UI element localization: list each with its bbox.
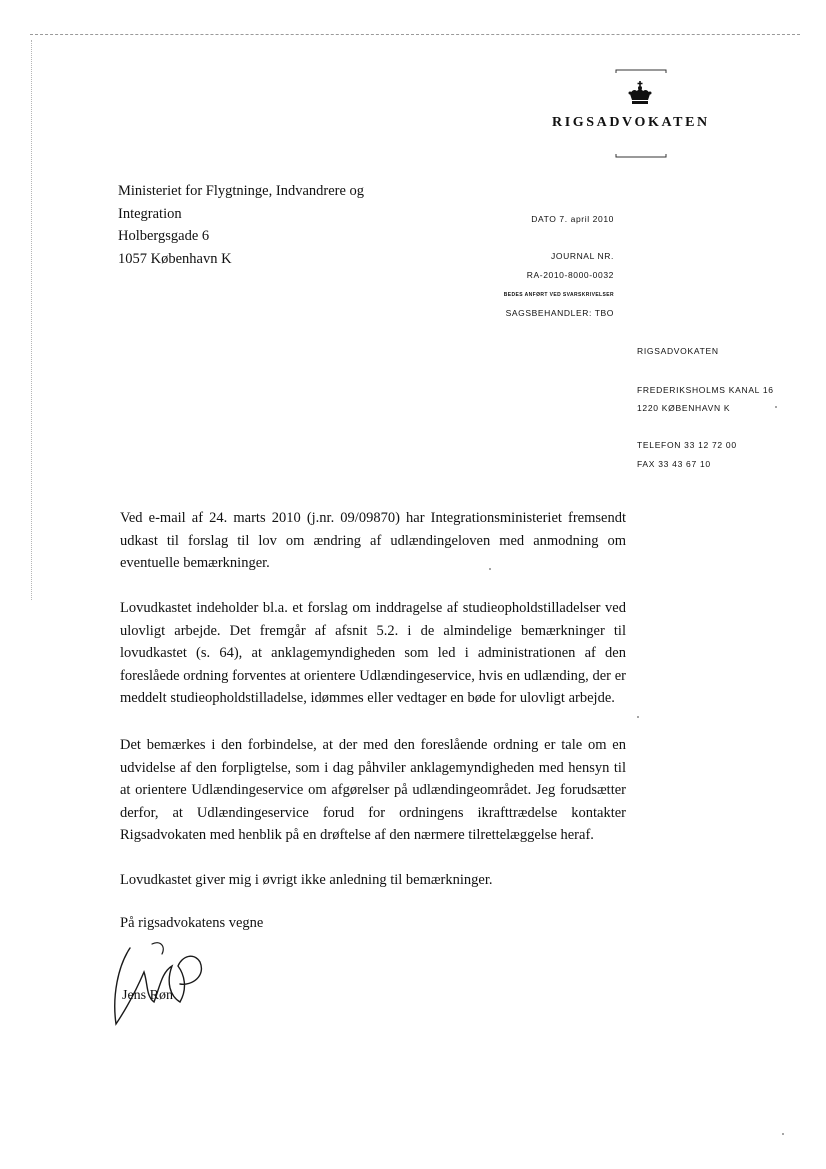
letterhead-rule-bottom [615,153,667,159]
recipient-line: Ministeriet for Flygtninge, Indvandrere og [118,183,365,199]
body-paragraph: Lovudkastet indeholder bl.a. et forslag om inddragelse af studieopholdstilladelser ved ulovligt arbejde. Det fremgår af afsnit 5.2. i de almindelige bemærkninger til lovudkastet (s. 64), at anklagemyndigheden som led i administrationen af den foreslåede ordning forventes at orientere Udlændingeservice, hvis en udlænding, der er meddelt studieopholdstilladelse, idømmes eller vedtager en bøde for ulovligt arbejde. [120,600,626,707]
crown-icon [627,80,653,108]
body-paragraph: Ved e-mail af 24. marts 2010 (j.nr. 09/09870) har Integrationsministeriet fremsendt udkast til forslag til lov om ændring af udlændingeloven med anmodning om eventuelle bemærkninger. [120,510,626,572]
sender-phone: TELEFON 33 12 72 00 [637,440,737,450]
handwritten-signature [108,936,218,1028]
letter-date: DATO 7. april 2010 [531,214,614,224]
scan-speck [489,568,491,570]
case-officer: SAGSBEHANDLER: TBO [505,308,614,318]
scan-border-left [31,40,33,600]
journal-number: RA-2010-8000-0032 [526,270,614,280]
recipient-line: 1057 København K [118,251,232,268]
sender-street: FREDERIKSHOLMS KANAL 16 [637,385,774,395]
sender-fax: FAX 33 43 67 10 [637,459,711,469]
sender-city: 1220 KØBENHAVN K [637,403,731,413]
recipient-address [118,180,418,271]
scan-speck [775,406,777,408]
signer-name: Jens Røn [122,988,173,1003]
letterhead-title: RIGSADVOKATEN [552,115,710,130]
letterhead-rule-top [615,69,667,75]
scan-border-top [30,34,800,36]
scan-speck [782,1133,784,1135]
closing-line: På rigsadvokatens vegne [120,915,264,931]
recipient-line: Holbergsgade 6 [118,228,210,245]
sender-name: RIGSADVOKATEN [637,346,719,356]
recipient-line: Integration [118,205,182,222]
journal-label: JOURNAL NR. [551,251,614,261]
body-paragraph: Lovudkastet giver mig i øvrigt ikke anledning til bemærkninger. [120,872,493,888]
reference-note: BEDES ANFØRT VED SVARSKRIVELSER [503,292,614,298]
scan-speck [637,716,639,718]
body-paragraph: Det bemærkes i den forbindelse, at der med den foreslående ordning er tale om en udvidelse af den forpligtelse, som i dag påhviler anklagemyndigheden med hensyn til at orientere Udlændingeservice om afgørelser på udlændingeområdet. Jeg forudsætter derfor, at Udlændingeservice forud for ordningens ikrafttrædelse kontakter Rigsadvokaten med henblik på en drøftelse af den nærmere tilrettelæggelse heraf. [120,737,626,844]
